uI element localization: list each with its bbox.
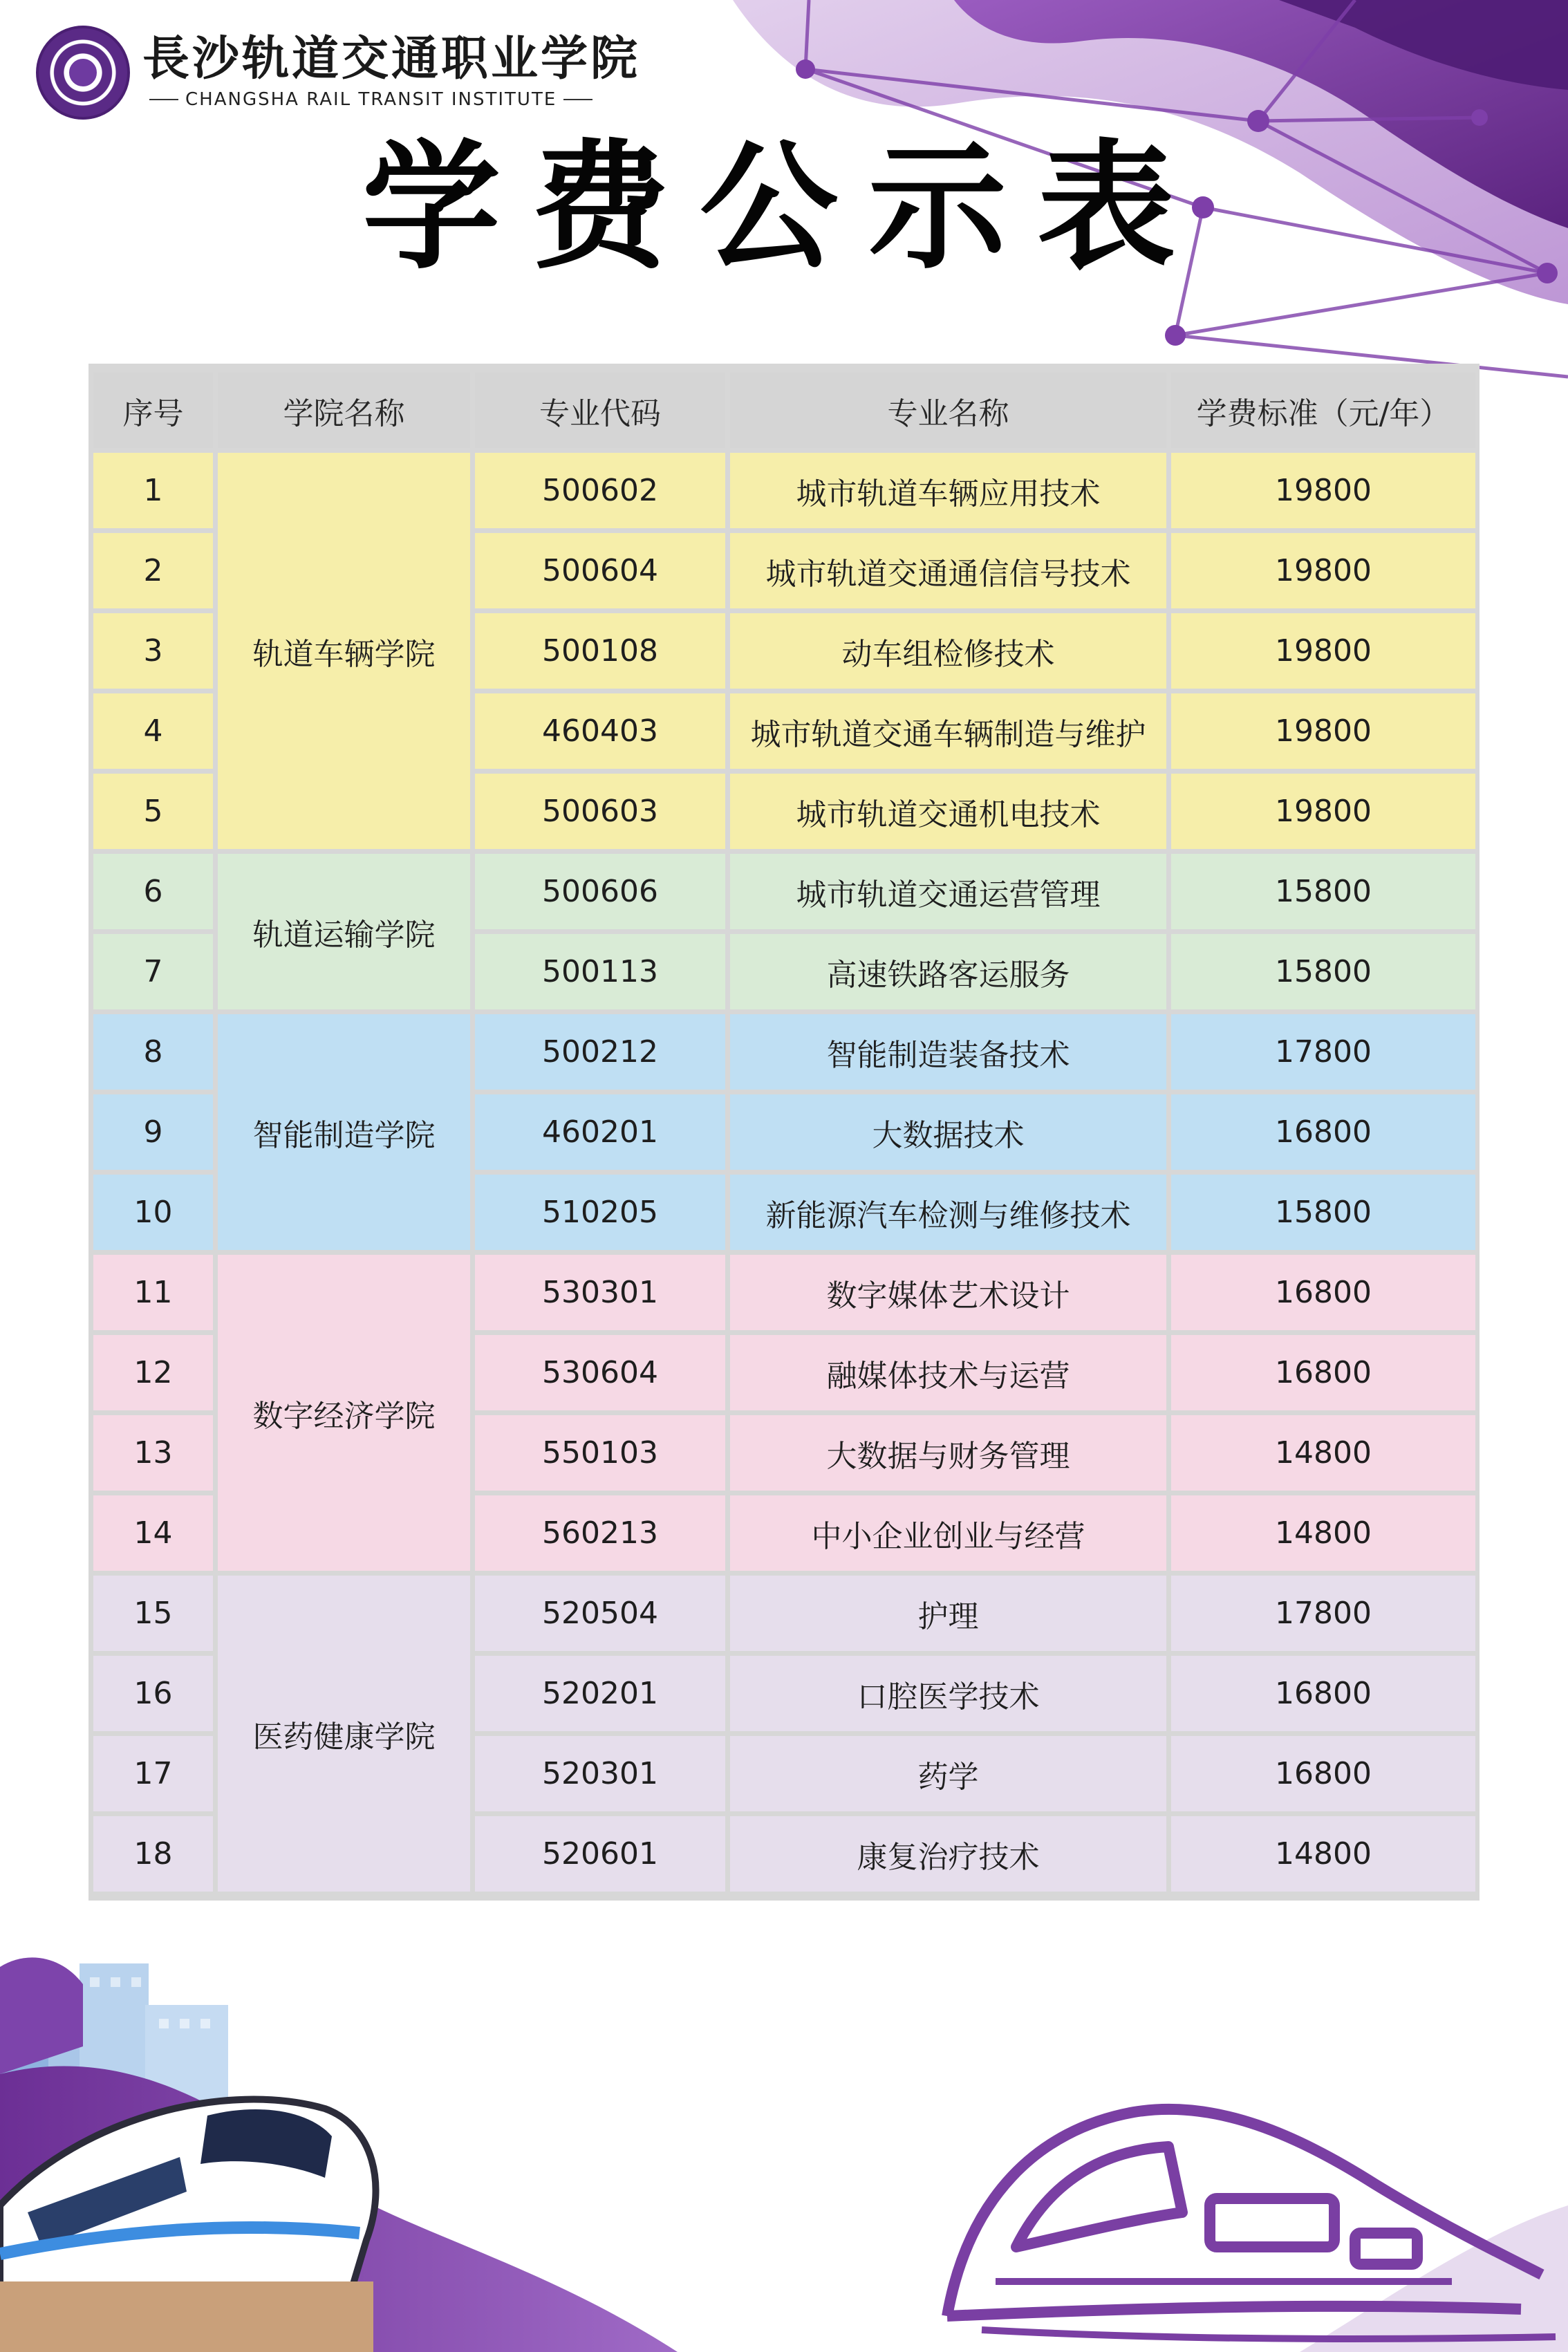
cell-no: 7 [93,934,213,1009]
table-row [93,1255,1475,1330]
cell-fee: 15800 [1171,1175,1475,1250]
cell-code: 550103 [475,1415,725,1491]
cell-major: 城市轨道车辆应用技术 [730,453,1166,528]
cell-code: 520201 [475,1656,725,1731]
cell-no: 14 [93,1495,213,1571]
cell-no: 16 [93,1656,213,1731]
cell-fee: 16800 [1171,1255,1475,1330]
cell-major: 城市轨道交通机电技术 [730,774,1166,849]
cell-code: 460403 [475,693,725,769]
cell-fee: 16800 [1171,1656,1475,1731]
cell-major: 康复治疗技术 [730,1816,1166,1892]
cell-code: 500212 [475,1014,725,1090]
cell-fee: 19800 [1171,533,1475,608]
cell-college: 医药健康学院 [218,1576,470,1892]
cell-code: 500602 [475,453,725,528]
cell-no: 3 [93,613,213,689]
cell-no: 2 [93,533,213,608]
cell-major: 护理 [730,1576,1166,1651]
cell-code: 520601 [475,1816,725,1892]
cell-major: 高速铁路客运服务 [730,934,1166,1009]
cell-code: 560213 [475,1495,725,1571]
cell-no: 8 [93,1014,213,1090]
cell-no: 13 [93,1415,213,1491]
cell-major: 智能制造装备技术 [730,1014,1166,1090]
cell-no: 4 [93,693,213,769]
cell-code: 460201 [475,1094,725,1170]
cell-fee: 17800 [1171,1576,1475,1651]
cell-fee: 16800 [1171,1094,1475,1170]
cell-no: 1 [93,453,213,528]
cell-fee: 15800 [1171,934,1475,1009]
cell-fee: 19800 [1171,693,1475,769]
cell-major: 动车组检修技术 [730,613,1166,689]
cell-college: 轨道车辆学院 [218,453,470,849]
cell-fee: 14800 [1171,1495,1475,1571]
cell-major: 融媒体技术与运营 [730,1335,1166,1410]
cell-code: 510205 [475,1175,725,1250]
cell-code: 530604 [475,1335,725,1410]
cell-fee: 16800 [1171,1736,1475,1811]
cell-major: 城市轨道交通车辆制造与维护 [730,693,1166,769]
cell-code: 520301 [475,1736,725,1811]
cell-college: 数字经济学院 [218,1255,470,1571]
cell-code: 500113 [475,934,725,1009]
cell-fee: 16800 [1171,1335,1475,1410]
header-fee: 学费标准（元/年） [1171,373,1475,448]
cell-major: 城市轨道交通通信信号技术 [730,533,1166,608]
cell-code: 500606 [475,854,725,929]
cell-no: 11 [93,1255,213,1330]
cell-fee: 14800 [1171,1816,1475,1892]
school-seal-icon [36,26,130,120]
cell-college: 轨道运输学院 [218,854,470,1009]
header-major: 专业名称 [730,373,1166,448]
table-row [93,453,1475,528]
cell-major: 数字媒体艺术设计 [730,1255,1166,1330]
cell-no: 5 [93,774,213,849]
cell-code: 500108 [475,613,725,689]
cell-fee: 15800 [1171,854,1475,929]
page-title: 学费公示表 [362,126,1206,288]
cell-no: 18 [93,1816,213,1892]
cell-major: 口腔医学技术 [730,1656,1166,1731]
cell-fee: 17800 [1171,1014,1475,1090]
cell-code: 530301 [475,1255,725,1330]
cell-no: 10 [93,1175,213,1250]
cell-major: 大数据技术 [730,1094,1166,1170]
cell-no: 15 [93,1576,213,1651]
cell-college: 智能制造学院 [218,1014,470,1250]
cell-code: 500604 [475,533,725,608]
cell-fee: 19800 [1171,453,1475,528]
cell-fee: 19800 [1171,774,1475,849]
tuition-table [88,368,1480,1896]
cell-fee: 14800 [1171,1415,1475,1491]
table-row [93,1014,1475,1090]
cell-major: 新能源汽车检测与维修技术 [730,1175,1166,1250]
header-code: 专业代码 [475,373,725,448]
cell-major: 大数据与财务管理 [730,1415,1166,1491]
table-header-row [93,373,1475,448]
cell-fee: 19800 [1171,613,1475,689]
cell-no: 12 [93,1335,213,1410]
cell-no: 17 [93,1736,213,1811]
table-row [93,1576,1475,1651]
cell-code: 500603 [475,774,725,849]
cell-no: 9 [93,1094,213,1170]
cell-major: 城市轨道交通运营管理 [730,854,1166,929]
table-row [93,854,1475,929]
school-logo [36,21,640,124]
tuition-table-container [88,364,1480,1901]
school-name-cn: 長沙轨道交通职业学院 [142,31,641,86]
cell-major: 中小企业创业与经营 [730,1495,1166,1571]
header-no: 序号 [93,373,213,448]
header-college: 学院名称 [218,373,470,448]
cell-no: 6 [93,854,213,929]
school-name-en: CHANGSHA RAIL TRANSIT INSTITUTE [185,89,557,110]
school-name-en-row [142,89,640,110]
cell-code: 520504 [475,1576,725,1651]
train-right-outline [947,2109,1556,2339]
cell-major: 药学 [730,1736,1166,1811]
